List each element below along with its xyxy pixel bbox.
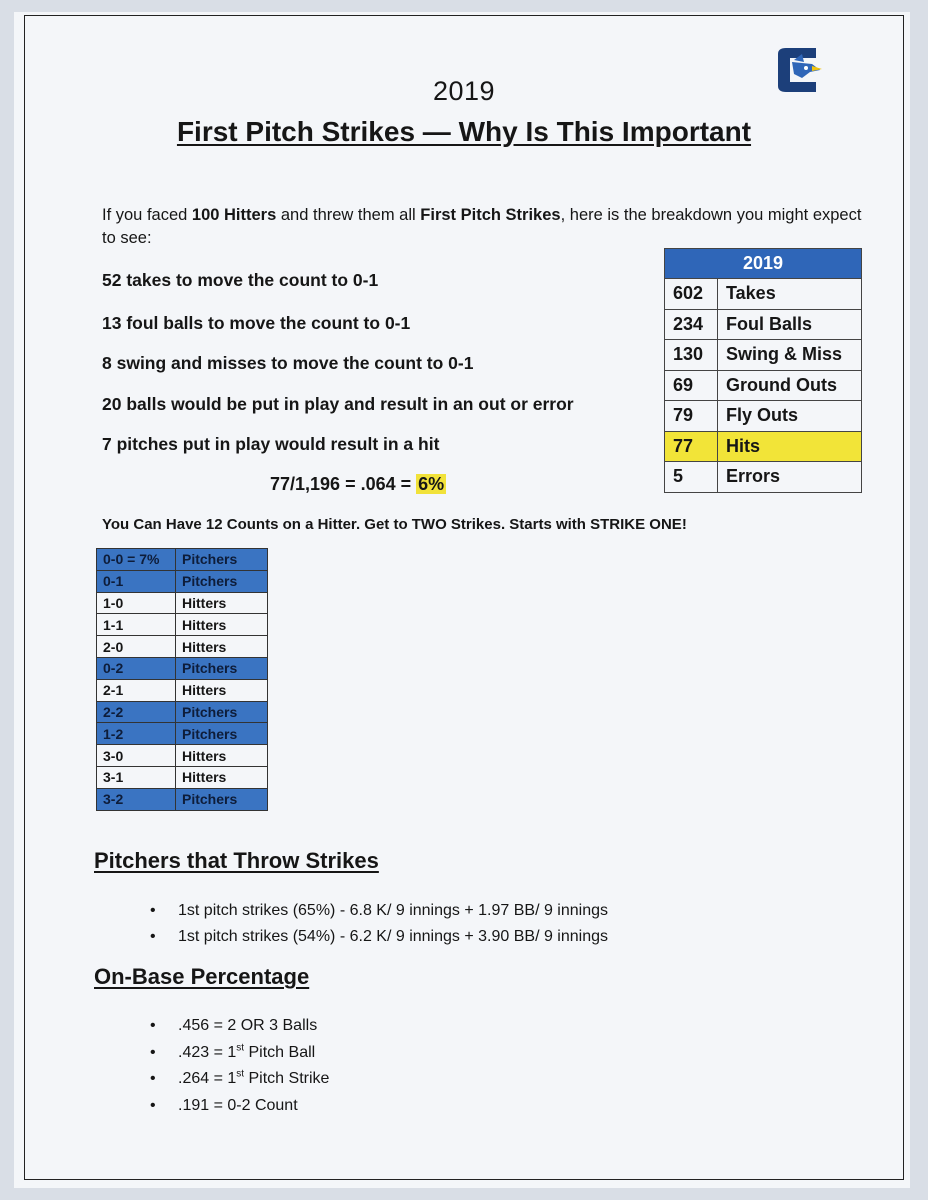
stats-table-header: 2019 xyxy=(665,249,862,279)
table-row-highlighted xyxy=(665,431,862,462)
stat-value: 79 xyxy=(665,401,718,432)
obp-text: Pitch Ball xyxy=(244,1043,316,1061)
obp-list xyxy=(150,1013,329,1119)
pitchers-heading: Pitchers that Throw Strikes xyxy=(94,848,379,873)
count-cell: 0-1 xyxy=(97,570,176,592)
count-cell: 0-0 = 7% xyxy=(97,549,176,571)
count-cell: 2-1 xyxy=(97,679,176,701)
table-row xyxy=(97,723,268,745)
list-item xyxy=(150,1066,329,1093)
stat-value: 69 xyxy=(665,370,718,401)
stat-label: Takes xyxy=(718,279,862,310)
intro-text-1: If you faced xyxy=(102,206,192,224)
pitchers-list xyxy=(150,898,608,950)
stat-label: Swing & Miss xyxy=(718,340,862,371)
list-item xyxy=(150,1013,329,1040)
count-cell: 3-0 xyxy=(97,745,176,767)
obp-text: .264 = 1 xyxy=(178,1070,237,1087)
count-cell: 1-2 xyxy=(97,723,176,745)
intro-text-3: , here is the breakdown you might expect to see: xyxy=(102,206,862,247)
table-row xyxy=(97,614,268,636)
table-row xyxy=(97,701,268,723)
table-row xyxy=(665,340,862,371)
table-row xyxy=(97,570,268,592)
table-row xyxy=(97,592,268,614)
stats-table xyxy=(664,248,862,493)
table-row xyxy=(665,279,862,310)
count-cell: 0-2 xyxy=(97,657,176,679)
intro-bold-2: First Pitch Strikes xyxy=(420,206,561,224)
stat-value: 77 xyxy=(665,431,718,462)
favor-cell: Hitters xyxy=(176,745,268,767)
stat-label: Ground Outs xyxy=(718,370,862,401)
ordinal-suffix: st xyxy=(236,1042,245,1054)
favor-cell: Hitters xyxy=(176,614,268,636)
ordinal-suffix: st xyxy=(236,1068,245,1080)
table-row xyxy=(97,745,268,767)
obp-text: .456 = 2 OR 3 Balls xyxy=(178,1017,318,1034)
table-row xyxy=(97,549,268,571)
favor-cell: Hitters xyxy=(176,766,268,788)
fact-line: 8 swing and misses to move the count to 0-1 xyxy=(102,353,474,373)
stat-value: 234 xyxy=(665,309,718,340)
table-row xyxy=(97,766,268,788)
stat-value: 5 xyxy=(665,462,718,493)
favor-cell: Pitchers xyxy=(176,723,268,745)
favor-cell: Pitchers xyxy=(176,657,268,679)
table-row xyxy=(665,309,862,340)
stat-label: Errors xyxy=(718,462,862,493)
list-item: • 1st pitch strikes (65%) - 6.8 K/ 9 innings + 1.97 BB/ 9 innings xyxy=(150,898,608,924)
fact-line: 13 foul balls to move the count to 0-1 xyxy=(102,313,411,333)
intro-text-2: and threw them all xyxy=(276,206,421,224)
table-row xyxy=(97,788,268,810)
count-cell: 3-1 xyxy=(97,766,176,788)
fact-line: 20 balls would be put in play and result in an out or error xyxy=(102,394,574,414)
obp-heading: On-Base Percentage xyxy=(94,964,310,989)
list-item xyxy=(150,1040,329,1067)
count-cell: 1-0 xyxy=(97,592,176,614)
stat-value: 130 xyxy=(665,340,718,371)
count-cell: 1-1 xyxy=(97,614,176,636)
favor-cell: Pitchers xyxy=(176,549,268,571)
obp-text: .423 = 1 xyxy=(178,1043,237,1061)
table-row xyxy=(665,462,862,493)
list-item: • 1st pitch strikes (54%) - 6.2 K/ 9 innings + 3.90 BB/ 9 innings xyxy=(150,924,608,950)
count-cell: 2-2 xyxy=(97,701,176,723)
table-row xyxy=(97,636,268,658)
stat-label: Hits xyxy=(718,431,862,462)
intro-bold-1: 100 Hitters xyxy=(191,206,277,224)
counts-table xyxy=(96,548,268,811)
hit-rate-calculation xyxy=(270,474,446,495)
intro-paragraph xyxy=(102,204,862,250)
count-cell: 2-0 xyxy=(97,636,176,658)
stat-label: Foul Balls xyxy=(718,309,862,340)
obp-text: .191 = 0-2 Count xyxy=(178,1096,298,1114)
table-row xyxy=(665,401,862,432)
fact-line: 7 pitches put in play would result in a hit xyxy=(102,434,440,454)
favor-cell: Pitchers xyxy=(176,570,268,592)
favor-cell: Pitchers xyxy=(176,788,268,810)
count-cell: 3-2 xyxy=(97,788,176,810)
favor-cell: Hitters xyxy=(176,592,268,614)
table-row xyxy=(97,679,268,701)
calc-highlight: 6% xyxy=(418,474,445,494)
counts-heading: You Can Have 12 Counts on a Hitter. Get to TWO Strikes. Starts with STRIKE ONE! xyxy=(102,516,687,533)
stat-label: Fly Outs xyxy=(718,401,862,432)
table-row xyxy=(97,657,268,679)
obp-text: Pitch Strike xyxy=(244,1070,330,1087)
stat-value: 602 xyxy=(665,279,718,310)
calc-text: 77/1,196 = .064 = xyxy=(270,474,417,494)
favor-cell: Pitchers xyxy=(176,701,268,723)
page-title: First Pitch Strikes — Why Is This Important xyxy=(176,116,752,147)
page-year: 2019 xyxy=(432,76,496,106)
fact-line: 52 takes to move the count to 0-1 xyxy=(102,270,379,290)
list-item xyxy=(150,1093,329,1120)
favor-cell: Hitters xyxy=(176,636,268,658)
table-row xyxy=(665,370,862,401)
favor-cell: Hitters xyxy=(176,679,268,701)
